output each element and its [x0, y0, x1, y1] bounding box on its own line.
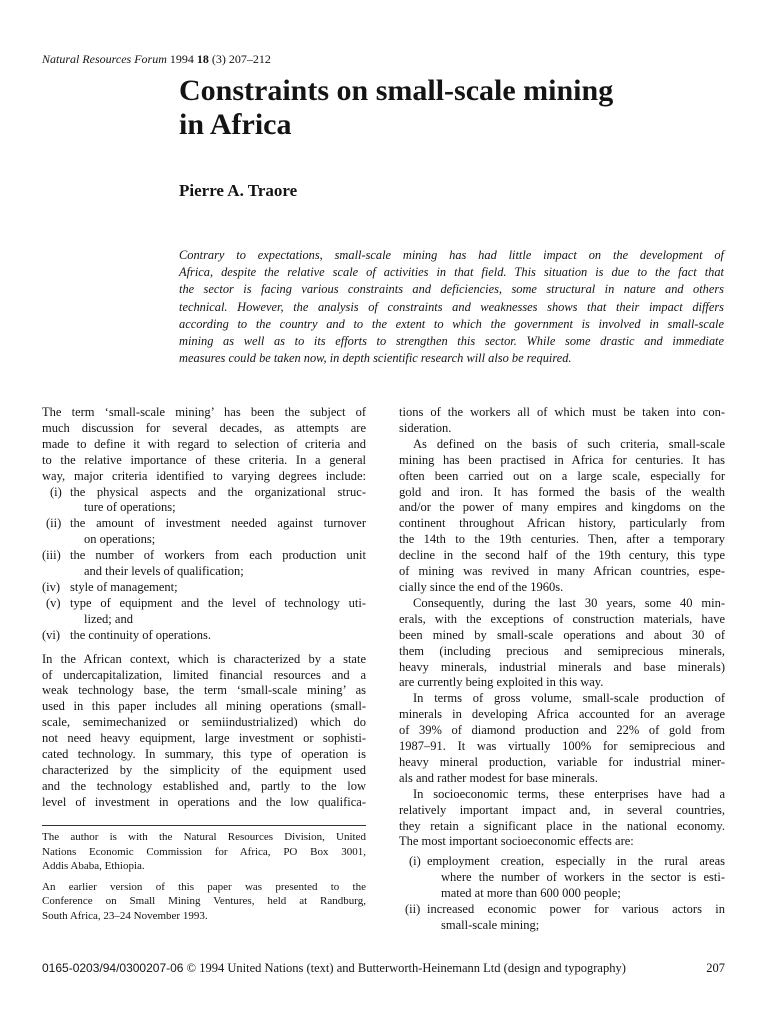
- context-paragraph: [42, 652, 366, 811]
- text-line: mated at more than 600 000 people;: [441, 886, 621, 901]
- abstract-line: the sector is facing various constraints and deficiencies, some structural in nature and others: [179, 282, 724, 297]
- text-line: much discussion for several decades, as attempts are: [42, 420, 366, 435]
- text-line: scale, semimechanized or semiindustrialized) which do: [42, 715, 366, 730]
- abstract-line: Africa, despite the relative scale of activities in that field. This situation is due to the fact that: [179, 265, 724, 280]
- text-line: they retain a significant place in the national economy.: [399, 818, 725, 833]
- text-line: of 39% of diamond production and 22% of gold from: [399, 723, 725, 738]
- footnote-line: South Africa, 23–24 November 1993.: [42, 909, 208, 922]
- page-number: 207: [706, 961, 725, 975]
- footnote-line: Nations Economic Commission for Africa, PO Box 3001,: [42, 845, 366, 858]
- text-line: increased economic power for various actors in: [427, 902, 725, 917]
- text-line: and their levels of qualification;: [84, 564, 244, 579]
- text-line: the physical aspects and the organizational struc-: [70, 484, 366, 499]
- effects-list: [399, 854, 725, 934]
- text-line: small-scale mining;: [441, 918, 540, 932]
- journal-name: Natural Resources Forum: [42, 52, 167, 66]
- text-line: not need heavy equipment, large investment or sophisti-: [42, 731, 366, 746]
- text-line: continent throughout African history, particularly from: [399, 516, 725, 531]
- text-line: level of investment in operations and the low qualifica-: [42, 794, 366, 809]
- list-item: [399, 902, 725, 934]
- continuation-paragraph: [399, 405, 725, 437]
- text-line: The term ‘small-scale mining’ has been the subject of: [42, 405, 366, 419]
- text-line: style of management;: [70, 579, 178, 594]
- text-line: made to define it with regard to selection of criteria and: [42, 436, 366, 451]
- text-line: often been carried out on a large scale, especially for: [399, 468, 725, 483]
- text-line: sideration.: [399, 420, 452, 435]
- intro-paragraph: [42, 405, 366, 485]
- footer-line: [42, 961, 626, 976]
- text-line: weak technology base, the term ‘small-scale mining’ as: [42, 683, 366, 698]
- text-line: minerals in developing Africa accounted for an average: [399, 707, 725, 722]
- text-line: heavy mineral production, variable for industrial miner-: [399, 754, 725, 769]
- text-line: In socioeconomic terms, these enterprises have had a: [413, 786, 725, 801]
- text-line: mining has been practised in Africa for centuries. It has: [399, 452, 725, 467]
- text-line: been mined by small-scale operations and about 30 of: [399, 627, 725, 642]
- production-paragraph: [399, 691, 725, 786]
- text-line: the 14th to the 19th centuries. Then, after a temporary: [399, 532, 725, 547]
- text-line: and/or the power of many empires and kingdoms on the: [399, 500, 725, 515]
- text-line: As defined on the basis of such criteria, small-scale: [413, 436, 725, 451]
- abstract-line: according to the country and to the extent to which the government is involved in small-scale: [179, 316, 724, 331]
- text-line: decline in the second half of the 19th century, this type: [399, 548, 725, 563]
- footnote-line: The author is with the Natural Resources Division, United: [42, 831, 366, 843]
- list-marker: (iv): [42, 579, 61, 594]
- text-line: on operations;: [84, 532, 156, 547]
- journal-volume: 18: [196, 52, 209, 66]
- footnotes: [42, 830, 366, 929]
- list-marker: (vi): [42, 627, 61, 642]
- text-line: In the African context, which is characterized by a state: [42, 651, 366, 666]
- text-line: gold and iron. It has formed the basis of the wealth: [399, 484, 725, 499]
- text-line: erals, with the exceptions of construction materials, have: [399, 611, 725, 626]
- list-marker: (v): [46, 595, 61, 610]
- article-identifier: 0165-0203/94/0300207-06: [42, 961, 184, 975]
- list-item: [42, 628, 366, 644]
- text-line: the amount of investment needed against turnover: [70, 516, 366, 531]
- criteria-list: [42, 485, 366, 644]
- list-item: [399, 854, 725, 902]
- text-line: to the relative importance of these criteria. In a general: [42, 452, 366, 467]
- footnote-divider: [42, 825, 366, 826]
- footnote-line: Addis Ababa, Ethiopia.: [42, 860, 145, 872]
- text-line: relatively important impact and, in several countries,: [399, 802, 725, 817]
- article-title: [179, 74, 739, 142]
- text-line: 1987–91. It was virtually 100% for semiprecious and: [399, 739, 725, 754]
- text-line: cially since the end of the 1960s.: [399, 579, 564, 594]
- text-line: of undercapitalization, limited financial resources and a: [42, 667, 366, 682]
- list-marker: (ii): [405, 902, 421, 917]
- list-item: [42, 596, 366, 628]
- list-marker: (ii): [46, 516, 62, 531]
- text-line: Consequently, during the last 30 years, some 40 min-: [413, 595, 725, 610]
- author-name: Pierre A. Traore: [179, 181, 298, 200]
- right-column: [399, 405, 725, 934]
- text-line: lized; and: [84, 611, 133, 626]
- text-line: way, major criteria identified to varying degrees include:: [42, 468, 366, 483]
- text-line: of mining was revived in many African countries, espe-: [399, 564, 725, 579]
- text-line: cated technology. In summary, this type of operation is: [42, 747, 366, 762]
- text-line: the number of workers from each production unit: [70, 548, 366, 563]
- abstract: [179, 247, 724, 367]
- abstract-line: Contrary to expectations, small-scale mining has had little impact on the development of: [179, 248, 724, 262]
- list-item: [42, 580, 366, 596]
- list-marker: (i): [409, 854, 421, 869]
- conference-note: [42, 880, 366, 924]
- text-line: heavy minerals, industrial minerals and base minerals): [399, 659, 725, 674]
- author-affiliation-note: [42, 830, 366, 874]
- text-line: used in this paper includes all mining operations (small-: [42, 699, 366, 714]
- text-line: employment creation, especially in the rural areas: [427, 854, 725, 869]
- title-line: Constraints on small-scale mining: [179, 74, 614, 107]
- text-line: als and rather modest for base minerals.: [399, 770, 598, 785]
- title-line: in Africa: [179, 108, 292, 141]
- text-line: characterized by the simplicity of the equipment used: [42, 762, 366, 777]
- text-line: the continuity of operations.: [70, 627, 211, 642]
- text-line: them (including precious and semiprecious minerals,: [399, 643, 725, 658]
- journal-year: 1994: [169, 52, 194, 66]
- list-item: [42, 516, 366, 548]
- list-marker: (i): [50, 484, 62, 499]
- page-footer: [42, 961, 725, 976]
- text-line: and the technology established and, partly to the low: [42, 778, 366, 793]
- journal-citation: [42, 52, 271, 66]
- text-line: In terms of gross volume, small-scale production of: [413, 691, 725, 706]
- text-line: ture of operations;: [84, 500, 176, 515]
- minerals-paragraph: [399, 596, 725, 691]
- text-line: are currently being exploited in this way.: [399, 675, 604, 690]
- abstract-line: technical. However, the analysis of constraints and weaknesses shows that their impact differs: [179, 299, 724, 314]
- text-line: tions of the workers all of which must be taken into con-: [399, 405, 725, 419]
- footnote-line: Conference on Small Mining Ventures, held at Randburg,: [42, 895, 366, 907]
- journal-issue-pages: (3) 207–212: [211, 52, 271, 66]
- list-marker: (iii): [42, 548, 61, 563]
- copyright-notice: © 1994 United Nations (text) and Butterworth-Heinemann Ltd (design and typography): [186, 961, 626, 975]
- abstract-line: mining as well as to its efforts to strengthen this sector. While some drastic and immediate: [179, 334, 724, 349]
- list-item: [42, 548, 366, 580]
- text-line: The most important socioeconomic effects are:: [399, 834, 634, 849]
- history-paragraph: [399, 437, 725, 596]
- text-line: type of equipment and the level of technology uti-: [70, 595, 366, 610]
- left-column: [42, 405, 366, 811]
- socioeconomic-paragraph: [399, 787, 725, 851]
- footnote-line: An earlier version of this paper was presented to the: [42, 880, 366, 893]
- abstract-line: measures could be taken now, in depth scientific research will also be required.: [179, 351, 572, 366]
- list-item: [42, 485, 366, 517]
- text-line: where the number of workers in the sector is esti-: [441, 870, 725, 885]
